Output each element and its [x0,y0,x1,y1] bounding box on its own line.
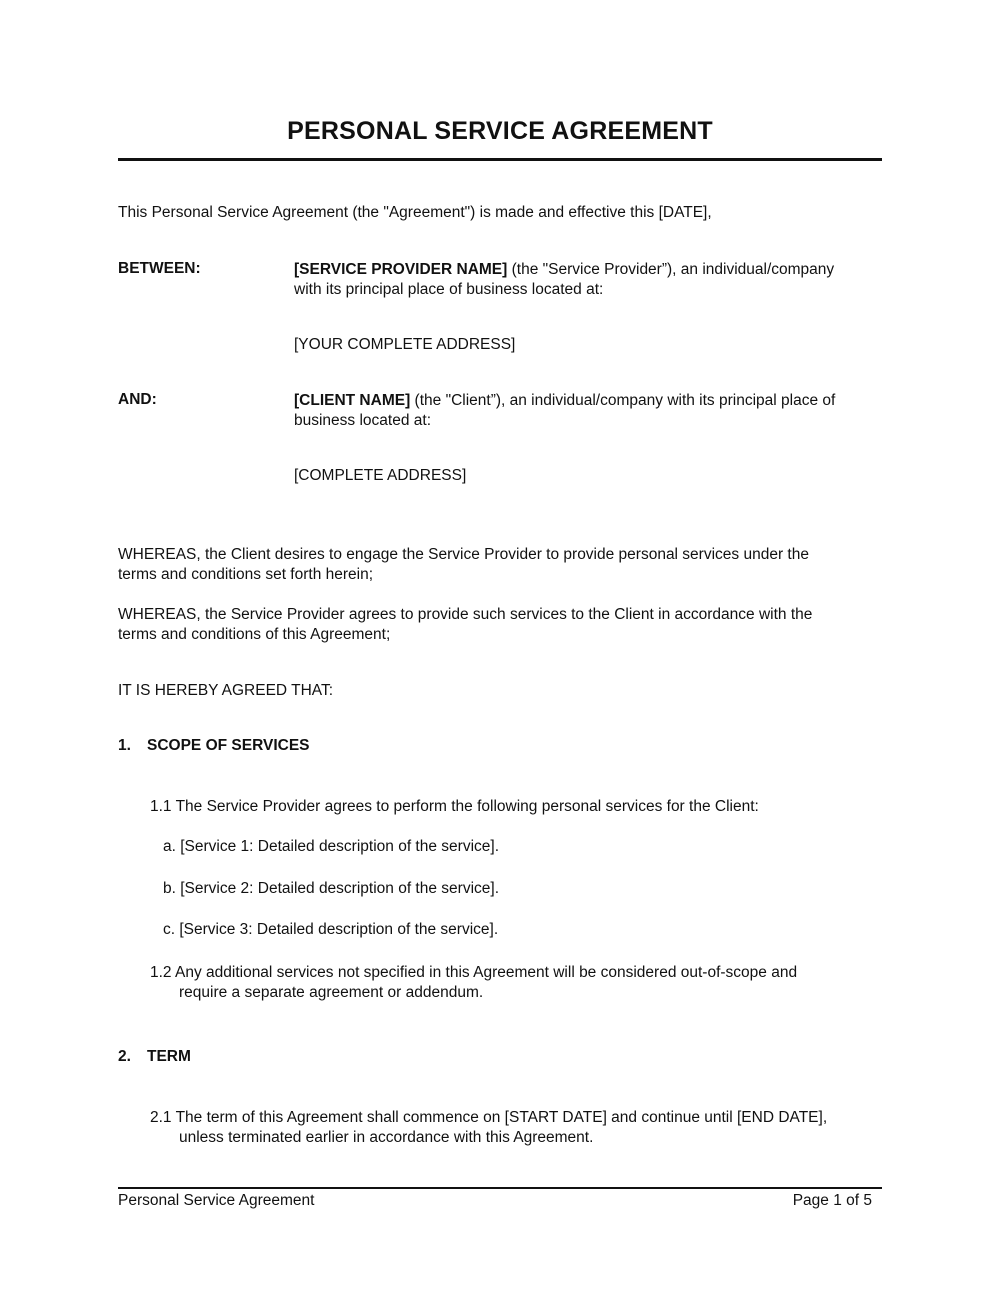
recital-1-line1: WHEREAS, the Client desires to engage the Service Provider to provide personal services under the [118,546,809,563]
section-1-title: SCOPE OF SERVICES [147,737,310,754]
recital-2-line1: WHEREAS, the Service Provider agrees to provide such services to the Client in accordance with the [118,606,813,623]
section-1-heading [118,737,310,755]
clause-2-1 [150,1108,827,1148]
provider-desc-line2: with its principal place of business located at: [294,281,604,298]
provider-address: [YOUR COMPLETE ADDRESS] [294,336,516,353]
footer-page-number: Page 1 of 5 [792,1192,872,1209]
clause-1-2 [150,963,797,1003]
clause-1-2-line2: require a separate agreement or addendum. [179,984,484,1001]
section-2-heading [118,1048,191,1066]
section-2-number: 2. [118,1048,131,1065]
clause-1-2-line1: 1.2 Any additional services not specified in this Agreement will be considered out-of-scope and [150,964,798,981]
party-client-block [294,391,835,431]
footer-divider [118,1187,882,1189]
recital-2-line2: terms and conditions of this Agreement; [118,626,391,643]
provider-desc: (the "Service Provider”), an individual/company [507,261,835,278]
agreed-statement: IT IS HEREBY AGREED THAT: [118,682,334,699]
recital-1 [118,545,809,585]
service-item-b: b. [Service 2: Detailed description of the service]. [163,880,499,897]
client-address: [COMPLETE ADDRESS] [294,467,467,484]
footer-document-name: Personal Service Agreement [118,1192,315,1209]
party-label-between: BETWEEN: [118,260,201,277]
client-name: [CLIENT NAME] [294,392,411,409]
intro-paragraph: This Personal Service Agreement (the "Agreement") is made and effective this [DATE], [118,204,712,221]
clause-2-1-line1: 2.1 The term of this Agreement shall commence on [START DATE] and continue until [END DATE], [150,1109,828,1126]
client-desc: (the "Client”), an individual/company with its principal place of [410,392,836,409]
title-divider [118,158,882,161]
recital-2 [118,605,812,645]
clause-2-1-line2: unless terminated earlier in accordance with this Agreement. [179,1129,594,1146]
party-provider-block [294,260,834,300]
party-label-and: AND: [118,391,157,408]
service-item-c: c. [Service 3: Detailed description of the service]. [163,921,499,938]
section-1-number: 1. [118,737,131,754]
document-title: PERSONAL SERVICE AGREEMENT [287,117,713,145]
recital-1-line2: terms and conditions set forth herein; [118,566,374,583]
clause-1-1: 1.1 The Service Provider agrees to perform the following personal services for the Client: [150,798,759,815]
provider-name: [SERVICE PROVIDER NAME] [294,261,508,278]
service-item-a: a. [Service 1: Detailed description of the service]. [163,838,499,855]
section-2-title: TERM [147,1048,191,1065]
client-desc-line2: business located at: [294,412,432,429]
